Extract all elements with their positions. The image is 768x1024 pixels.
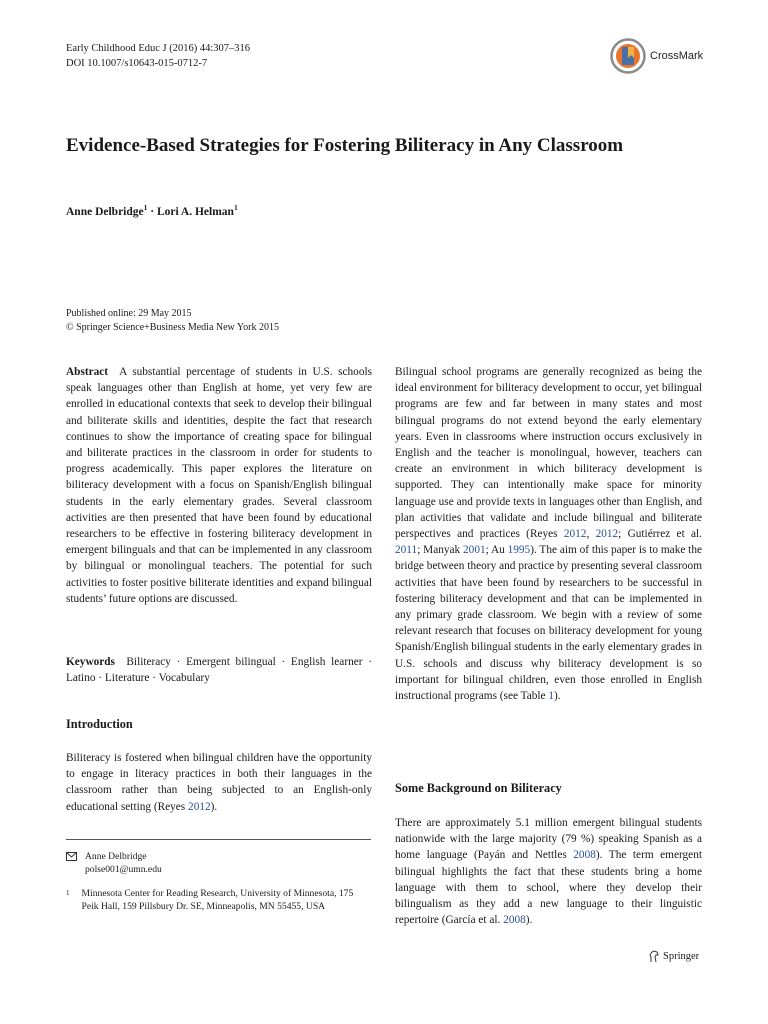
abstract-label: Abstract [66,366,109,378]
crossmark-label: CrossMark [650,50,704,62]
keywords [66,654,372,686]
citation-link[interactable]: 2001 [463,544,486,557]
keywords-text: Biliteracy · Emergent bilingual · English learner · Latino · Literature · Vocabulary [66,656,372,685]
crossmark-icon [610,38,646,74]
corresponding-author [66,850,162,876]
citation-link[interactable]: 2011 [395,544,418,557]
author-name[interactable]: Lori A. Helman [156,205,234,218]
contact-email[interactable]: polse001@umn.edu [85,864,162,875]
affiliation-text: Minnesota Center for Reading Research, University of Minnesota, 175 Peik Hall, 159 Pillsbury Dr. SE, Minneapolis, MN 55455, USA [81,888,354,912]
affiliation-number: 1 [66,889,70,897]
affiliation-footnote [66,887,366,913]
abstract-text: A substantial percentage of students in U.S. schools speak languages other than English at home, yet very few are enrolled in educational contexts that seek to develop their bilingual and biliterate skills and identities, despite the fact that research continues to show the importance of creating space for bilingual and biliterate practices in the classroom in order for students to progress academically. This paper explores the literature on biliteracy development with a focus on Spanish/English bilingual students in the early elementary grades. Several classroom activities are then presented that have been found by educational researchers to be effective in fostering biliteracy development in emergent bilinguals and that can be implemented in any classroom by bilingual or monolingual teachers. The potential for such activities to foster positive biliterate identities and expand bilingual students’ future options are discussed. [66,366,372,605]
table-link[interactable]: 1 [548,690,555,703]
author-list [66,203,238,218]
introduction-paragraph: Biliteracy is fostered when bilingual children have the opportunity to engage in literacy practices in both their languages in the classroom rather than being subjected to an English-only educational setting (Reyes 2012). [66,752,372,813]
journal-header [66,41,250,71]
background-paragraph: There are approximately 5.1 million emergent bilingual students nationwide with the large majority (79 %) speaking Spanish as a home language (Payán and Nettles 2008). The term emergent bilingual highlights the fact that these students bring a home language with them to school, where they develop their bilingualism as they add a new language to their linguistic repertoire (García et al. 2008). [395,817,702,927]
citation-link[interactable]: 2008 [573,849,596,862]
paper-title: Evidence-Based Strategies for Fostering Biliteracy in Any Classroom [66,135,624,156]
publication-info [66,307,279,334]
author-separator: · [147,205,157,218]
citation-link[interactable]: 2012 [595,528,619,541]
publisher-footer [648,950,699,963]
footnote-divider [66,839,371,840]
citation-link[interactable]: 2012 [563,528,587,541]
keywords-label: Keywords [66,656,115,668]
section-heading-background: Some Background on Biliteracy [395,781,562,795]
journal-citation: Early Childhood Educ J (2016) 44:307–316 [66,43,251,54]
citation-link[interactable]: 2008 [503,914,526,927]
author-affiliation-mark: 1 [233,203,238,212]
contact-name: Anne Delbridge [85,851,147,862]
abstract [66,364,372,607]
author-affiliation-mark: 1 [143,203,148,212]
section-heading-introduction: Introduction [66,717,133,731]
published-date: Published online: 29 May 2015 [66,308,192,319]
springer-horse-icon [648,950,660,963]
right-column-paragraph: Bilingual school programs are generally recognized as being the ideal environment for biliteracy development to occur, yet bilingual programs are few and far between in many states and most bilingual programs do not extend beyond the early elementary years. Even in classrooms where instruction occurs exclusively in English and the teacher is monolingual, however, teachers can create an environment in which biliteracy development is supported. They can intentionally make space for minority language use and provide texts in languages other than English, and plan activities that validate and include bilingual and biliterate perspectives and practices (Reyes 2012, 2012; Gutiérrez et al. 2011; Manyak 2001; Au 1995). The aim of this paper is to make the bridge between theory and practice by presenting several classroom activities that have been found by researchers to be successful in fostering biliteracy development and that can be implemented in any primary grade classroom. We begin with a review of some relevant research that focuses on biliteracy development for young Spanish/English bilingual students in the early elementary grades in U.S. schools and discuss why biliteracy development is so important for bilingual children, even those enrolled in English instructional programs (see Table 1). [395,366,702,703]
author-name[interactable]: Anne Delbridge [66,205,144,218]
crossmark-badge[interactable] [610,38,703,74]
doi[interactable]: DOI 10.1007/s10643-015-0712-7 [66,58,208,69]
publisher-name: Springer [663,951,700,962]
citation-link[interactable]: 1995 [507,544,531,557]
envelope-icon [66,852,77,861]
copyright: © Springer Science+Business Media New York 2015 [66,321,279,333]
citation-link[interactable]: 2012 [188,800,211,813]
